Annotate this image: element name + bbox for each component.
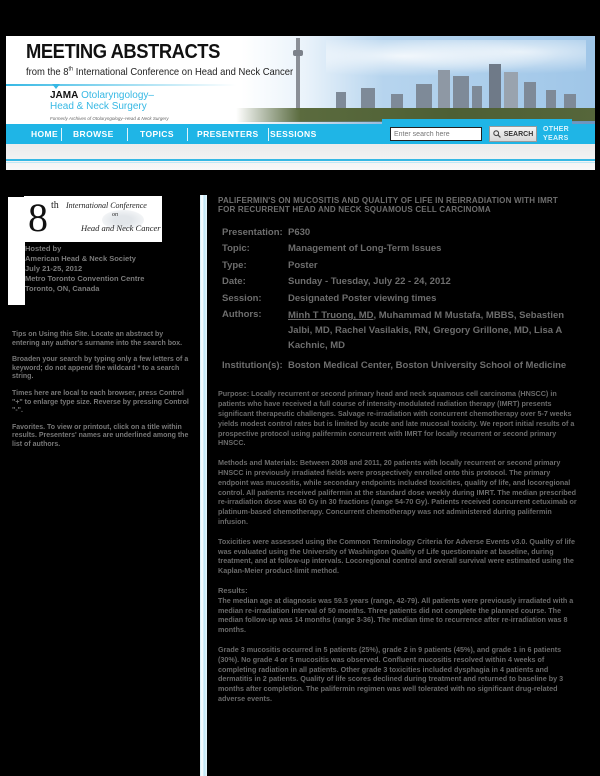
logo-line2: on	[112, 212, 118, 218]
logo-line1: International Conference	[66, 201, 147, 210]
meta-row	[222, 258, 568, 274]
abstract-body	[218, 389, 578, 703]
tip-paragraph: Times here are local to each browser, press Control "+" to enlarge type size. Reverse by pressing Control "-".	[12, 389, 189, 415]
results-heading: Results:	[218, 585, 248, 595]
header-divider	[6, 84, 236, 86]
logo-number: 8	[28, 195, 48, 240]
meta-value: Sunday - Tuesday, July 22 - 24, 2012	[288, 276, 451, 288]
journal-name-line1: Otolaryngology–	[78, 90, 154, 101]
tip-paragraph: Broaden your search by typing only a few letters of a keyword; do not append the wildcard * to a search string.	[12, 356, 189, 381]
conference-subtitle: from the 8th International Conference on Head and Neck Cancer	[26, 66, 294, 78]
hosted-by-label: Hosted by	[25, 244, 62, 253]
cn-tower-graphic	[296, 38, 300, 110]
meta-row	[222, 353, 568, 374]
subheader-rule	[6, 159, 595, 161]
meta-key: Session:	[222, 292, 262, 304]
divider-marker	[52, 84, 60, 89]
abstract-paragraph: Purpose: Locally recurrent or second primary head and neck squamous cell carcinoma (HNSCC) in patients who have received a full course of intensity-modulated radiation therapy (IMRT) presents significant therapeutic challenges. Salvage re-irradiation with concurrent chemotherapy over 5-7 weeks yields modest control rates but is limited by acute and late mucosal toxicity. We report initial results of a prospective protocol using palifermin concurrent with IMRT for locally recurrent or second primary HNSCC.	[218, 389, 575, 448]
host-society: American Head & Neck Society	[25, 254, 136, 263]
nav-separator	[61, 128, 62, 141]
nav-separator	[187, 128, 188, 141]
building-graphic	[438, 70, 450, 110]
conference-venue: Metro Toronto Convention Centre	[25, 274, 145, 283]
meta-value: Designated Poster viewing times	[288, 292, 437, 304]
nav-sessions[interactable]: SESSIONS	[270, 129, 317, 139]
building-graphic	[472, 86, 482, 110]
meta-value: Boston Medical Center, Boston University School of Medicine	[288, 360, 567, 372]
meta-row	[222, 274, 568, 290]
tip-paragraph: Favorites. To view or printout, click on a title within results. Presenters' names are underlined among the list of authors.	[12, 423, 189, 448]
conference-dates: July 21-25, 2012	[25, 264, 83, 273]
meta-value: Management of Long-Term Issues	[288, 243, 442, 255]
meta-row	[222, 241, 568, 257]
journal-logo[interactable]	[50, 90, 169, 124]
building-graphic	[416, 84, 432, 110]
journal-brand: JAMA	[50, 90, 79, 101]
nav-browse[interactable]: BROWSE	[73, 129, 114, 139]
nav-separator	[268, 128, 269, 141]
journal-formerly: Formerly Archives of Otolaryngology–Head & Neck Surgery	[50, 116, 169, 121]
content-divider	[200, 195, 207, 776]
abstract-title: PALIFERMIN'S ON MUCOSITIS AND QUALITY OF LIFE IN REIRRADIATION WITH IMRT FOR RECURRENT HEAD AND NECK SQUAMOUS CELL CARCINOMA	[218, 196, 558, 214]
conference-logo	[24, 196, 162, 242]
meta-key: Presentation:	[222, 227, 283, 238]
journal-name-line2: Head & Neck Surgery	[50, 101, 147, 112]
building-graphic	[489, 64, 501, 110]
search-tips	[12, 331, 190, 458]
clouds-decoration	[326, 40, 586, 80]
building-graphic	[453, 76, 469, 110]
subheader-bar	[6, 144, 595, 170]
abstract-paragraph: Toxicities were assessed using the Common Terminology Criteria for Adverse Events v3.0. Quality of life was evaluated using the University of Washington Quality of Life questionnaire at baseline, during treatment, and at follow-up intervals. Locoregional control and overall survival were estimated using the Kaplan-Meier product-limit method.	[218, 536, 575, 576]
abstract-metadata	[222, 225, 568, 374]
building-graphic	[546, 90, 556, 110]
building-graphic	[504, 72, 518, 110]
authors-value	[288, 307, 568, 353]
other-years-line1: OTHER	[543, 126, 569, 133]
meta-value: Poster	[288, 259, 318, 271]
sidebar-strip	[8, 197, 25, 305]
page-title: MEETING ABSTRACTS	[26, 41, 220, 63]
meta-key: Date:	[222, 276, 246, 288]
other-years-line2: YEARS	[543, 135, 569, 142]
meta-value: P630	[288, 227, 311, 238]
conference-location: Toronto, ON, Canada	[25, 284, 100, 293]
tip-paragraph: Tips on Using this Site. Locate an abstract by entering any author's surname into the search box.	[12, 331, 183, 347]
nav-home[interactable]: HOME	[31, 129, 59, 139]
meta-row	[222, 307, 568, 353]
other-years-link[interactable]	[543, 125, 569, 143]
building-graphic	[361, 88, 375, 110]
co-authors: , Muhammad M Mustafa, MBBS, Sebastien Jalbi, MD, Rachel Vasilakis, RN, Gregory Grillone, MD, Lisa A Kachnic, MD	[288, 310, 565, 352]
meta-key: Type:	[222, 259, 247, 271]
meta-row	[222, 225, 568, 241]
nav-topics[interactable]: TOPICS	[140, 129, 174, 139]
subheader-rule-light	[6, 162, 595, 163]
magnifier-icon	[493, 130, 501, 138]
header-banner	[6, 36, 595, 124]
nav-separator	[127, 128, 128, 141]
presenter-link[interactable]: Minh T Truong, MD	[288, 310, 374, 322]
meta-row	[222, 291, 568, 307]
meta-key: Authors:	[222, 309, 262, 321]
main-nav	[6, 124, 595, 144]
nav-presenters[interactable]: PRESENTERS	[197, 129, 259, 139]
search-input[interactable]	[390, 127, 482, 141]
search-button-label: SEARCH	[503, 130, 534, 138]
building-graphic	[524, 82, 536, 110]
hosted-by-info	[25, 244, 175, 294]
meta-key: Institution(s):	[222, 360, 283, 372]
abstract-content	[218, 196, 588, 714]
abstract-paragraph: The median age at diagnosis was 59.5 years (range, 42-79). All patients were previously irradiated with a median re-irradiation interval of 50 months. Three patients did not complete the planned course. The median follow-up was 14 months (range 3-36). The median time to recurrence after re-irradiation was 8 months.	[218, 595, 574, 635]
logo-sup: th	[51, 200, 59, 211]
search-button[interactable]	[489, 126, 537, 142]
abstract-paragraph: Grade 3 mucositis occurred in 5 patients (25%), grade 2 in 9 patients (45%), and grade 1 in 6 patients (30%). No grade 4 or 5 mucositis was observed. Confluent mucositis resolved within 4 weeks of completing radiation in all patients. Other grade 3 toxicities included dysphagia in 4 patients and dermatitis in 2 patients. Quality of life scores declined during treatment and returned to baseline by 3 months after completion. The palifermin regimen was well tolerated with no significant drug-related adverse events.	[218, 644, 564, 703]
logo-line3: Head and Neck Cancer	[81, 223, 161, 233]
meta-key: Topic:	[222, 243, 250, 255]
abstract-paragraph: Methods and Materials: Between 2008 and 2011, 20 patients with locally recurrent or second primary HNSCC in previously irradiated fields were prospectively enrolled onto this protocol. The primary endpoint was mucositis, while secondary endpoints included toxicities, quality of life, and locoregional control. All patients received palifermin at the standard dose weekly during IMRT. The median prescribed re-irradiation dose was 60 Gy in 30 fractions (range 54-70 Gy). Patients received concurrent cetuximab or platinum-based chemotherapy. Concurrent chemotherapy was not administered during palifermin infusion.	[218, 458, 577, 526]
